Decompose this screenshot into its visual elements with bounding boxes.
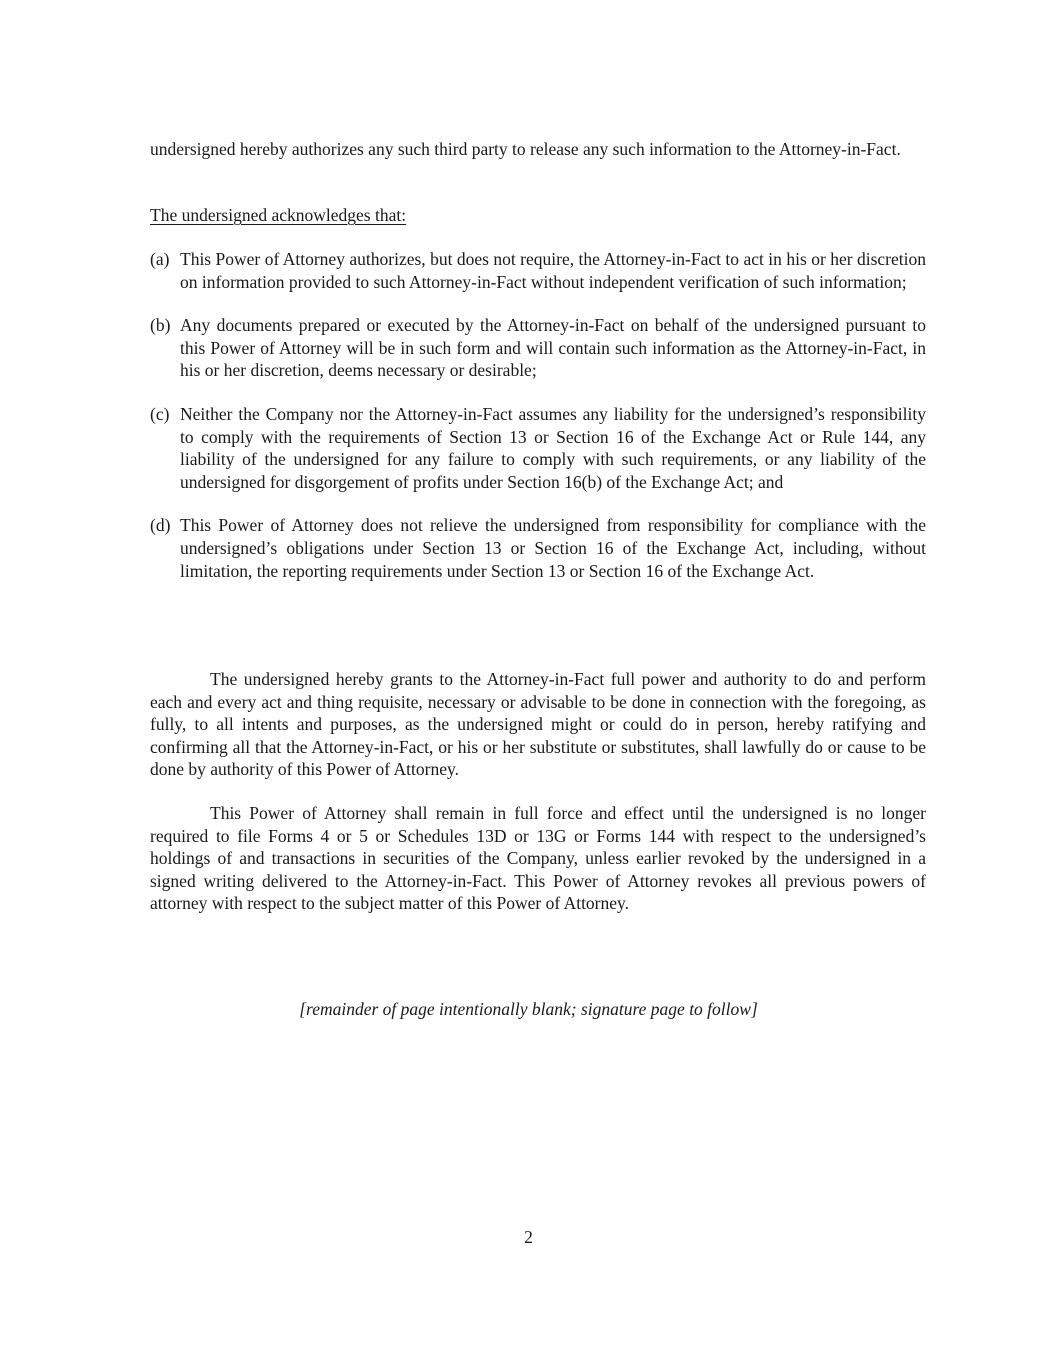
acknowledgement-list [150, 248, 926, 603]
page-number: 2 [524, 1227, 533, 1247]
list-item-label: (c) [150, 403, 170, 424]
list-item [150, 403, 926, 493]
continuation-paragraph: undersigned hereby authorizes any such third party to release any such information to the Attorney-in-Fact. [150, 139, 901, 159]
list-item-text: This Power of Attorney does not relieve the undersigned from responsibility for compliance with the undersigned’s obligations under Section 13 or Section 16 of the Exchange Act, including, without limitation, the reporting requirements under Section 13 or Section 16 of the Exchange Act. [180, 515, 926, 581]
list-item-label: (b) [150, 315, 171, 336]
remain-in-force-paragraph: This Power of Attorney shall remain in full force and effect until the undersigned is no longer required to file Forms 4 or 5 or Schedules 13D or 13G or Forms 144 with respect to the undersigned’s holdings of and transactions in securities of the Company, unless earlier revoked by the undersigned in a signed writing delivered to the Attorney-in-Fact. This Power of Attorney revokes all previous powers of attorney with respect to the subject matter of this Power of Attorney. [150, 803, 926, 914]
list-item-text: This Power of Attorney authorizes, but does not require, the Attorney-in-Fact to act in his or her discretion on information provided to such Attorney-in-Fact without independent verification of such information; [180, 249, 926, 292]
list-item [150, 314, 926, 382]
list-item-label: (d) [150, 515, 171, 536]
list-item-text: Neither the Company nor the Attorney-in-Fact assumes any liability for the undersigned’s responsibility to comply with the requirements of Section 13 or Section 16 of the Exchange Act or Rule 144, any liability of the undersigned for any failure to comply with such requirements, or any liability of the undersigned for disgorgement of profits under Section 16(b) of the Exchange Act; and [180, 403, 926, 492]
list-item [150, 514, 926, 582]
list-item-text: Any documents prepared or executed by the Attorney-in-Fact on behalf of the undersigned pursuant to this Power of Attorney will be in such form and will contain such information as the Attorney-in-Fact, in his or her discretion, deems necessary or desirable; [180, 315, 926, 381]
list-item [150, 248, 926, 293]
acknowledges-heading: The undersigned acknowledges that: [150, 205, 407, 225]
remainder-note: [remainder of page intentionally blank; signature page to follow] [299, 999, 758, 1019]
grant-paragraph: The undersigned hereby grants to the Attorney-in-Fact full power and authority to do and perform each and every act and thing requisite, necessary or advisable to be done in connection with the foregoing, as fully, to all intents and purposes, as the undersigned might or could do in person, hereby ratifying and confirming all that the Attorney-in-Fact, or his or her substitute or substitutes, shall lawfully do or cause to be done by authority of this Power of Attorney. [150, 669, 926, 780]
list-item-label: (a) [150, 249, 170, 269]
